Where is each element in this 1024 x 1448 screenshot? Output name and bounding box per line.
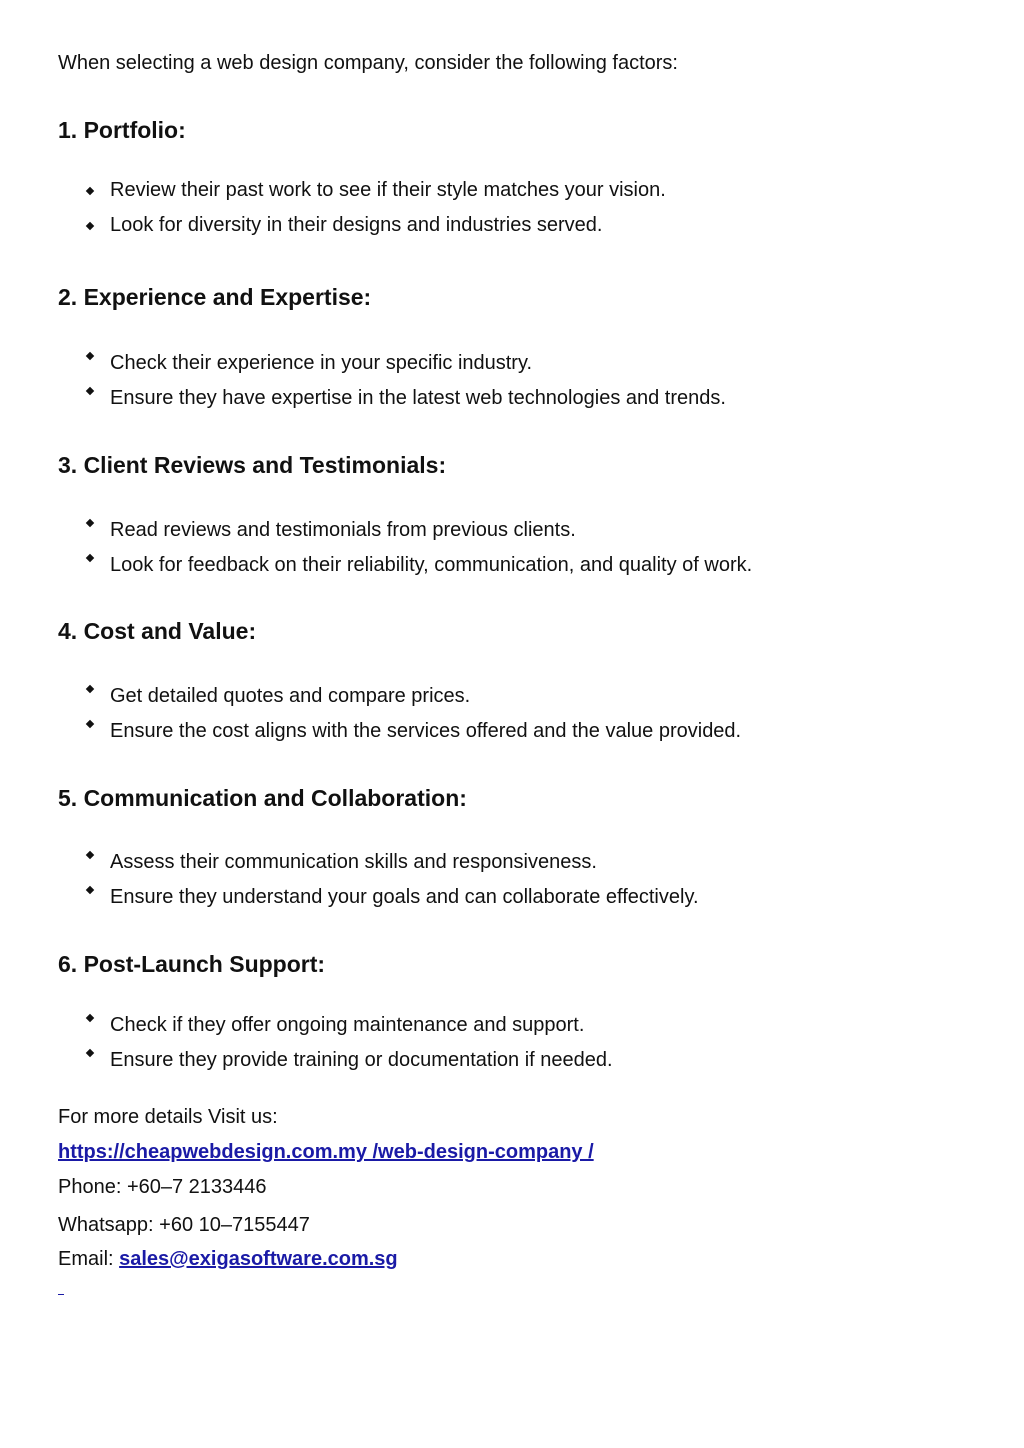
list-item <box>58 684 741 719</box>
diamond-bullet-icon <box>86 554 94 562</box>
website-link-row <box>58 1140 594 1164</box>
list-item-text: Ensure they provide training or documentation if needed. <box>110 1049 613 1071</box>
list-item-text: Review their past work to see if their style matches your vision. <box>110 179 666 201</box>
diamond-bullet-icon <box>86 1049 94 1057</box>
diamond-bullet-icon <box>86 886 94 894</box>
section-heading: 3. Client Reviews and Testimonials: <box>58 452 447 478</box>
whatsapp-text: Whatsapp: +60 10–7155447 <box>58 1214 310 1236</box>
list-item <box>58 351 726 386</box>
list-item <box>58 386 726 421</box>
diamond-bullet-icon <box>86 387 94 395</box>
intro-text: When selecting a web design company, consider the following factors: <box>58 52 678 74</box>
section-portfolio <box>58 116 958 236</box>
section-communication <box>58 784 958 908</box>
section-support <box>58 950 958 1071</box>
section-cost <box>58 617 958 742</box>
list-item <box>58 178 666 213</box>
section-heading: 6. Post-Launch Support: <box>58 951 326 977</box>
email-row <box>58 1247 398 1271</box>
list-item-text: Ensure they understand your goals and can collaborate effectively. <box>110 886 699 908</box>
bullet-list <box>58 351 726 421</box>
diamond-bullet-icon <box>86 187 94 195</box>
diamond-bullet-icon <box>86 1014 94 1022</box>
list-item <box>58 850 699 885</box>
list-item-text: Read reviews and testimonials from previous clients. <box>110 519 576 541</box>
list-item-text: Ensure the cost aligns with the services offered and the value provided. <box>110 720 742 742</box>
diamond-bullet-icon <box>86 222 94 230</box>
section-heading: 4. Cost and Value: <box>58 618 257 644</box>
list-item-text: Ensure they have expertise in the latest web technologies and trends. <box>110 387 726 409</box>
bullet-list <box>58 684 741 754</box>
diamond-bullet-icon <box>86 519 94 527</box>
email-link[interactable]: sales@exigasoftware.com.sg <box>119 1248 398 1270</box>
list-item-text: Assess their communication skills and responsiveness. <box>110 851 597 873</box>
diamond-bullet-icon <box>86 352 94 360</box>
email-label: Email: <box>58 1248 120 1270</box>
list-item-text: Get detailed quotes and compare prices. <box>110 685 471 707</box>
empty-link-underline[interactable] <box>58 1294 64 1295</box>
website-link[interactable]: https://cheapwebdesign.com.my /web-design-company / <box>58 1141 594 1163</box>
phone-text: Phone: +60–7 2133446 <box>58 1176 267 1198</box>
list-item-text: Look for feedback on their reliability, communication, and quality of work. <box>110 554 753 576</box>
section-heading: 1. Portfolio: <box>58 117 186 143</box>
list-item-text: Look for diversity in their designs and industries served. <box>110 214 603 236</box>
list-item <box>58 518 752 553</box>
section-experience <box>58 283 958 409</box>
section-reviews <box>58 451 958 576</box>
details-label: For more details Visit us: <box>58 1106 278 1128</box>
list-item-text: Check their experience in your specific industry. <box>110 352 533 374</box>
bullet-list <box>58 1013 613 1083</box>
diamond-bullet-icon <box>86 685 94 693</box>
list-item <box>58 719 741 754</box>
section-heading: 2. Experience and Expertise: <box>58 284 372 310</box>
section-heading: 5. Communication and Collaboration: <box>58 785 467 811</box>
diamond-bullet-icon <box>86 720 94 728</box>
diamond-bullet-icon <box>86 851 94 859</box>
bullet-list <box>58 178 666 248</box>
list-item <box>58 553 752 588</box>
list-item <box>58 213 666 248</box>
list-item-text: Check if they offer ongoing maintenance and support. <box>110 1014 585 1036</box>
list-item <box>58 1048 613 1083</box>
list-item <box>58 1013 613 1048</box>
list-item <box>58 885 699 920</box>
bullet-list <box>58 518 752 588</box>
bullet-list <box>58 850 699 920</box>
